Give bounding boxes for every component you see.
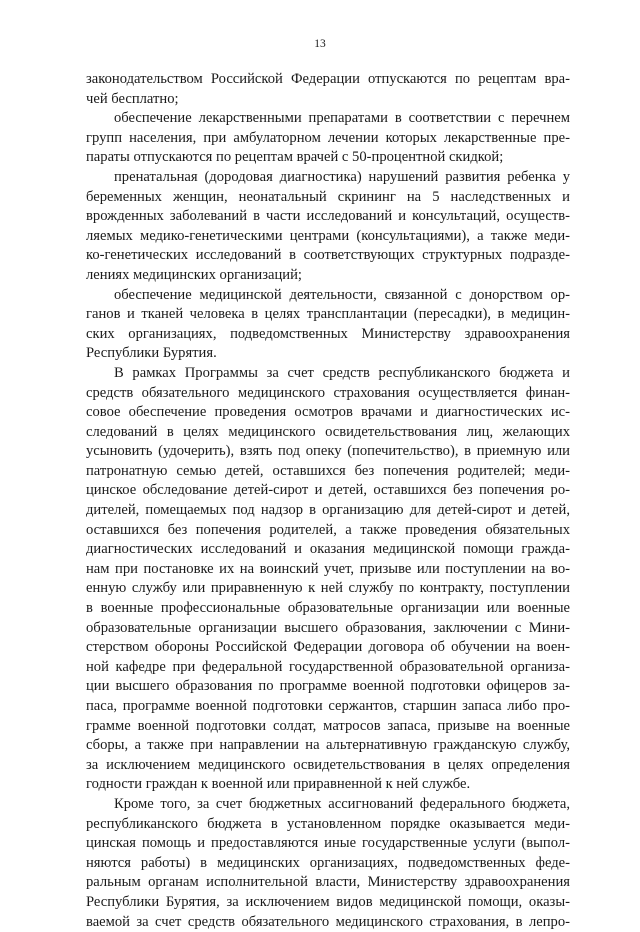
text-line: следований в целях медицинского освидетельствования лиц, желающих — [86, 423, 570, 440]
text-line: лениях медицинских организаций; — [86, 266, 302, 283]
text-line: няются работы) в медицинских организациях, подведомственных феде- — [86, 854, 570, 871]
text-line: ганов и тканей человека в целях трансплантации (пересадки), в медицин- — [86, 306, 570, 323]
text-line: обеспечение медицинской деятельности, связанной с донорством ор- — [114, 286, 570, 303]
text-line: стерством обороны Российской Федерации договора об обучении на воен- — [86, 639, 570, 656]
page-number: 13 — [314, 38, 326, 50]
text-line: обеспечение лекарственными препаратами в соответствии с перечнем — [114, 110, 570, 127]
text-line: годности граждан к военной или приравненной к ней службе. — [86, 776, 471, 793]
text-line: законодательством Российской Федерации отпускаются по рецептам вра- — [86, 71, 570, 87]
text-line: ваемой за счет средств обязательного медицинского страхования, в лепро- — [86, 913, 570, 930]
text-line: чей бесплатно; — [86, 90, 179, 107]
text-line: диагностических исследований и оказания медицинской помощи гражда- — [86, 541, 570, 558]
text-line: цинское обследование детей-сирот и детей, оставшихся без попечения ро- — [86, 482, 570, 499]
text-line: параты отпускаются по рецептам врачей с 50-процентной скидкой; — [86, 149, 504, 166]
text-line: за исключением медицинского освидетельствования в целях определения — [86, 756, 570, 773]
text-line: Республики Бурятия. — [86, 345, 217, 362]
paragraph — [86, 109, 570, 168]
text-line: Республики Бурятия, за исключением видов медицинской помощи, оказы- — [86, 893, 570, 910]
text-line: енную службу или приравненную к ней службу по контракту, поступлении — [86, 580, 570, 597]
text-line: ной кафедре при федеральной государственной образовательной организа- — [86, 658, 570, 675]
text-line: групп населения, при амбулаторном лечении которых лекарственные пре- — [86, 129, 570, 146]
text-line: ляемых медико-генетическими центрами (консультациями), а также меди- — [86, 227, 570, 244]
text-line: ских организациях, подведомственных Министерству здравоохранения — [86, 325, 570, 342]
text-line: беременных женщин, неонатальный скрининг на 5 наследственных и — [86, 188, 570, 205]
text-line: цинская помощь и предоставляются иные государственные услуги (выпол- — [86, 835, 570, 852]
text-line: сборы, а также при направлении на альтернативную гражданскую службу, — [86, 737, 570, 754]
text-line: в военные профессиональные образовательные организации или военные — [86, 600, 570, 617]
paragraph — [86, 168, 570, 286]
paragraph — [86, 286, 570, 364]
paragraph — [86, 70, 570, 109]
text-line: ральным органам исполнительной власти, Министерству здравоохранения — [86, 874, 570, 891]
text-line: Кроме того, за счет бюджетных ассигнований федерального бюджета, — [114, 795, 570, 812]
text-line: усыновить (удочерить), взять под опеку (попечительство), в приемную или — [86, 443, 570, 460]
paragraph — [86, 795, 570, 932]
text-line: патронатную семью детей, оставшихся без попечения родителей; меди- — [86, 462, 570, 479]
text-line: врожденных заболеваний в части исследований и консультаций, осуществ- — [86, 208, 570, 225]
text-line: ко-генетических исследований в соответствующих структурных подразде- — [86, 247, 570, 264]
text-line: ции высшего образования по программе военной подготовки офицеров за- — [86, 678, 570, 695]
paragraph — [86, 364, 570, 795]
text-line: оставшихся без попечения родителей, а также проведения обязательных — [86, 521, 570, 538]
text-line: В рамках Программы за счет средств республиканского бюджета и — [114, 364, 570, 381]
text-line: совое обеспечение проведения осмотров врачами и диагностических ис- — [86, 404, 570, 421]
text-line: средств обязательного медицинского страхования осуществляется финан- — [86, 384, 570, 401]
text-line: грамме военной подготовки солдат, матросов запаса, призыве на военные — [86, 717, 570, 734]
text-line: нам при постановке их на воинский учет, призыве или поступлении на во- — [86, 560, 570, 577]
text-line: паса, программе военной подготовки сержантов, старшин запаса либо про- — [86, 698, 570, 714]
text-line: пренатальная (дородовая диагностика) нарушений развития ребенка у — [114, 168, 570, 185]
body-text — [86, 70, 570, 932]
text-line: республиканского бюджета в установленном порядке оказывается меди- — [86, 815, 570, 832]
text-line: дителей, помещаемых под надзор в организацию для детей-сирот и детей, — [86, 502, 570, 519]
text-line: образовательные организации высшего образования, заключении с Мини- — [86, 619, 570, 636]
